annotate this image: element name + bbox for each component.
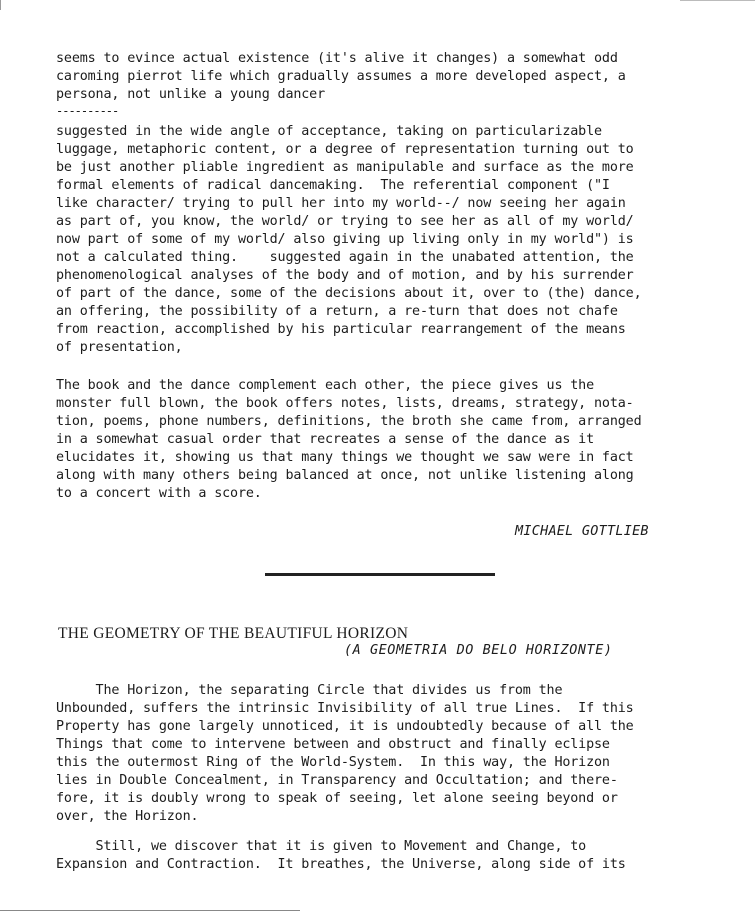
text-line: this the outermost Ring of the World-System. In this way, the Horizon <box>56 755 610 770</box>
text-line: suggested in the wide angle of acceptance, taking on particularizable <box>56 124 602 139</box>
section-divider-rule <box>265 573 495 576</box>
author-signature: MICHAEL GOTTLIEB <box>515 524 649 539</box>
text-line: persona, not unlike a young dancer <box>56 87 326 102</box>
text-line: phenomenological analyses of the body and of motion, and by his surrender <box>56 268 634 283</box>
text-line: seems to evince actual existence (it's alive it changes) a somewhat odd <box>56 51 618 66</box>
bottom-edge-line <box>0 910 300 911</box>
text-line: lies in Double Concealment, in Transparency and Occultation; and there- <box>56 773 618 788</box>
text-line: of part of the dance, some of the decisions about it, over to (the) dance, <box>56 286 642 301</box>
text-line: not a calculated thing. suggested again in the unabated attention, the <box>56 250 634 265</box>
text-line: of presentation, <box>56 340 183 355</box>
text-line: from reaction, accomplished by his particular rearrangement of the means <box>56 322 626 337</box>
text-line: fore, it is doubly wrong to speak of seeing, let alone seeing beyond or <box>56 791 618 806</box>
text-line: Still, we discover that it is given to Movement and Change, to <box>56 839 587 854</box>
text-line: as part of, you know, the world/ or trying to see her as all of my world/ <box>56 214 634 229</box>
text-line: Property has gone largely unnoticed, it is undoubtedly because of all the <box>56 719 634 734</box>
top-edge-line <box>680 0 755 3</box>
text-line: caroming pierrot life which gradually assumes a more developed aspect, a <box>56 69 626 84</box>
text-line: tion, poems, phone numbers, definitions, the broth she came from, arranged <box>56 414 642 429</box>
text-line: like character/ trying to pull her into my world--/ now seeing her again <box>56 196 626 211</box>
text-line: Things that come to intervene between and obstruct and finally eclipse <box>56 737 610 752</box>
essay-subtitle: (A GEOMETRIA DO BELO HORIZONTE) <box>344 643 613 658</box>
text-line: formal elements of radical dancemaking. The referential component ("I <box>56 178 610 193</box>
text-line: elucidates it, showing us that many things we thought we saw were in fact <box>56 450 634 465</box>
text-line: now part of some of my world/ also giving up living only in my world") is <box>56 232 634 247</box>
text-line: to a concert with a score. <box>56 486 262 501</box>
essay-title: THE GEOMETRY OF THE BEAUTIFUL HORIZON <box>58 625 409 642</box>
text-line: in a somewhat casual order that recreates a sense of the dance as it <box>56 432 595 447</box>
text-line: an offering, the possibility of a return, a re-turn that does not chafe <box>56 304 618 319</box>
text-line: luggage, metaphoric content, or a degree of representation turning out to <box>56 142 634 157</box>
text-line: Unbounded, suffers the intrinsic Invisibility of all true Lines. If this <box>56 701 634 716</box>
text-line: Expansion and Contraction. It breathes, the Universe, along side of its <box>56 857 626 872</box>
dashed-divider: ---------- <box>56 104 119 118</box>
text-line: monster full blown, the book offers notes, lists, dreams, strategy, nota- <box>56 396 634 411</box>
text-line: along with many others being balanced at once, not unlike listening along <box>56 468 634 483</box>
text-line: The Horizon, the separating Circle that divides us from the <box>56 683 563 698</box>
text-line: over, the Horizon. <box>56 809 199 824</box>
page-corner-mark <box>0 0 9 10</box>
text-line: The book and the dance complement each other, the piece gives us the <box>56 378 595 393</box>
text-line: be just another pliable ingredient as manipulable and surface as the more <box>56 160 634 175</box>
